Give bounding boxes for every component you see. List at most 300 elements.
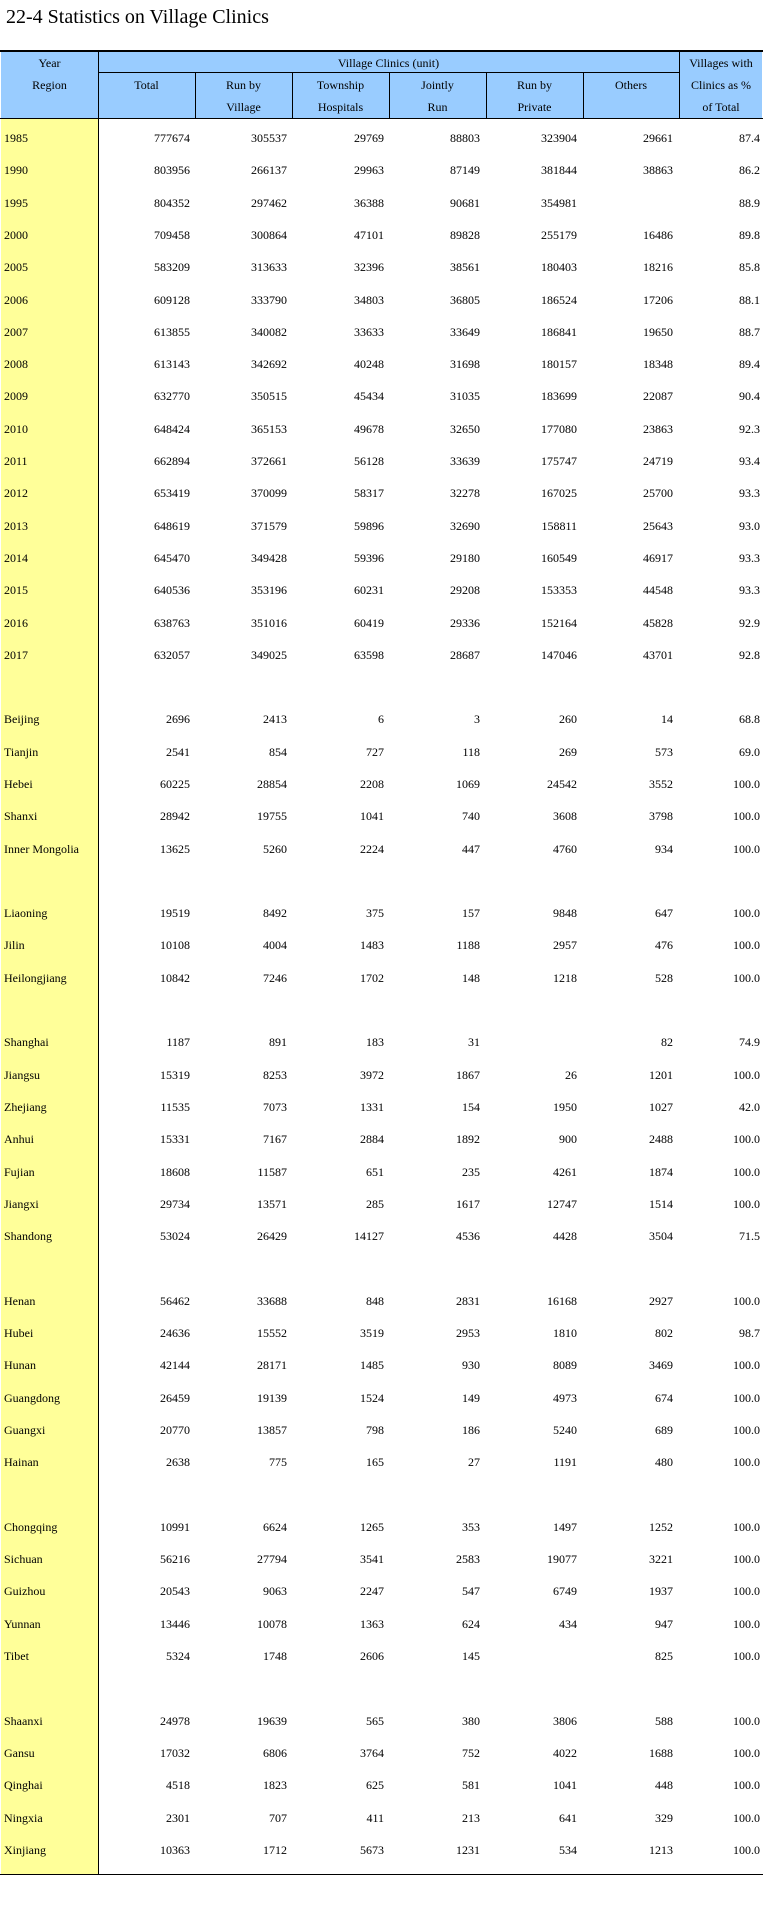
cell-run-by-village: 350515 bbox=[251, 389, 287, 403]
cell-jointly-run: 154 bbox=[462, 1100, 480, 1114]
cell-villages-pct: 89.8 bbox=[739, 228, 760, 242]
cell-jointly-run: 186 bbox=[462, 1423, 480, 1437]
row-year: 2008 bbox=[4, 357, 28, 371]
cell-total: 19519 bbox=[160, 906, 190, 920]
cell-total: 56462 bbox=[160, 1294, 190, 1308]
cell-others: 1874 bbox=[649, 1165, 673, 1179]
row-region: Jiangxi bbox=[4, 1197, 39, 1211]
row-region: Inner Mongolia bbox=[4, 842, 79, 856]
row-year: 1995 bbox=[4, 196, 28, 210]
cell-run-by-village: 8492 bbox=[263, 906, 287, 920]
cell-run-by-private: 1191 bbox=[553, 1455, 577, 1469]
cell-total: 13625 bbox=[160, 842, 190, 856]
cell-villages-pct: 85.8 bbox=[739, 260, 760, 274]
cell-township-hospitals: 33633 bbox=[354, 325, 384, 339]
cell-others: 573 bbox=[655, 745, 673, 759]
cell-township-hospitals: 59396 bbox=[354, 551, 384, 565]
cell-others: 3504 bbox=[649, 1229, 673, 1243]
cell-township-hospitals: 1363 bbox=[360, 1617, 384, 1631]
cell-township-hospitals: 285 bbox=[366, 1197, 384, 1211]
cell-others: 802 bbox=[655, 1326, 673, 1340]
cell-villages-pct: 100.0 bbox=[733, 1746, 760, 1760]
row-year: 1990 bbox=[4, 163, 28, 177]
cell-township-hospitals: 56128 bbox=[354, 454, 384, 468]
cell-others: 22087 bbox=[643, 389, 673, 403]
cell-jointly-run: 380 bbox=[462, 1714, 480, 1728]
cell-others: 689 bbox=[655, 1423, 673, 1437]
cell-run-by-private: 1810 bbox=[553, 1326, 577, 1340]
cell-run-by-private: 6749 bbox=[553, 1584, 577, 1598]
cell-total: 1187 bbox=[166, 1035, 190, 1049]
cell-township-hospitals: 45434 bbox=[354, 389, 384, 403]
cell-others: 18216 bbox=[643, 260, 673, 274]
cell-villages-pct: 93.4 bbox=[739, 454, 760, 468]
cell-run-by-village: 313633 bbox=[251, 260, 287, 274]
cell-total: 26459 bbox=[160, 1391, 190, 1405]
cell-township-hospitals: 2224 bbox=[360, 842, 384, 856]
cell-villages-pct: 88.7 bbox=[739, 325, 760, 339]
cell-others: 3469 bbox=[649, 1358, 673, 1372]
cell-run-by-private: 158811 bbox=[541, 519, 577, 533]
cell-jointly-run: 29180 bbox=[450, 551, 480, 565]
header-run-by-village-line1: Run by bbox=[225, 78, 261, 92]
cell-others: 16486 bbox=[643, 228, 673, 242]
cell-others: 14 bbox=[661, 712, 673, 726]
cell-others: 3221 bbox=[649, 1552, 673, 1566]
cell-run-by-private: 4760 bbox=[553, 842, 577, 856]
cell-total: 53024 bbox=[160, 1229, 190, 1243]
cell-total: 583209 bbox=[154, 260, 190, 274]
cell-run-by-private: 1218 bbox=[553, 971, 577, 985]
cell-jointly-run: 31698 bbox=[450, 357, 480, 371]
cell-total: 15331 bbox=[160, 1132, 190, 1146]
cell-others: 947 bbox=[655, 1617, 673, 1631]
cell-township-hospitals: 1265 bbox=[360, 1520, 384, 1534]
cell-jointly-run: 148 bbox=[462, 971, 480, 985]
cell-township-hospitals: 727 bbox=[366, 745, 384, 759]
row-region: Hainan bbox=[4, 1455, 39, 1469]
row-region: Tianjin bbox=[4, 745, 39, 759]
cell-total: 709458 bbox=[154, 228, 190, 242]
cell-villages-pct: 88.1 bbox=[739, 293, 760, 307]
cell-jointly-run: 157 bbox=[462, 906, 480, 920]
cell-others: 46917 bbox=[643, 551, 673, 565]
cell-total: 24978 bbox=[160, 1714, 190, 1728]
cell-run-by-private: 12747 bbox=[547, 1197, 577, 1211]
header-jointly-line1: Jointly bbox=[421, 78, 454, 92]
header-private-line1: Run by bbox=[516, 78, 552, 92]
cell-others: 17206 bbox=[643, 293, 673, 307]
cell-run-by-private: 160549 bbox=[541, 551, 577, 565]
cell-villages-pct: 100.0 bbox=[733, 1197, 760, 1211]
cell-total: 42144 bbox=[160, 1358, 190, 1372]
cell-total: 24636 bbox=[160, 1326, 190, 1340]
row-region: Gansu bbox=[4, 1746, 35, 1760]
cell-run-by-private: 16168 bbox=[547, 1294, 577, 1308]
row-region: Henan bbox=[4, 1294, 36, 1308]
cell-jointly-run: 740 bbox=[462, 809, 480, 823]
cell-total: 56216 bbox=[160, 1552, 190, 1566]
cell-run-by-village: 1712 bbox=[263, 1843, 287, 1857]
cell-villages-pct: 86.2 bbox=[739, 163, 760, 177]
cell-total: 2696 bbox=[166, 712, 190, 726]
cell-run-by-village: 266137 bbox=[251, 163, 287, 177]
cell-run-by-village: 891 bbox=[269, 1035, 287, 1049]
cell-villages-pct: 100.0 bbox=[733, 777, 760, 791]
cell-villages-pct: 93.3 bbox=[739, 486, 760, 500]
cell-jointly-run: 29208 bbox=[450, 583, 480, 597]
cell-others: 1514 bbox=[649, 1197, 673, 1211]
cell-run-by-private: 255179 bbox=[541, 228, 577, 242]
row-region: Zhejiang bbox=[4, 1100, 47, 1114]
cell-villages-pct: 90.4 bbox=[739, 389, 760, 403]
cell-run-by-private: 4261 bbox=[553, 1165, 577, 1179]
cell-township-hospitals: 565 bbox=[366, 1714, 384, 1728]
cell-township-hospitals: 49678 bbox=[354, 422, 384, 436]
cell-villages-pct: 98.7 bbox=[739, 1326, 760, 1340]
row-year: 1985 bbox=[4, 131, 28, 145]
cell-township-hospitals: 6 bbox=[378, 712, 384, 726]
cell-villages-pct: 93.0 bbox=[739, 519, 760, 533]
cell-jointly-run: 213 bbox=[462, 1811, 480, 1825]
cell-total: 5324 bbox=[166, 1649, 190, 1663]
cell-others: 674 bbox=[655, 1391, 673, 1405]
cell-run-by-village: 297462 bbox=[251, 196, 287, 210]
cell-run-by-private: 186841 bbox=[541, 325, 577, 339]
cell-villages-pct: 100.0 bbox=[733, 1423, 760, 1437]
cell-jointly-run: 33649 bbox=[450, 325, 480, 339]
row-year: 2010 bbox=[4, 422, 28, 436]
row-region: Liaoning bbox=[4, 906, 48, 920]
header-township-line1: Township bbox=[316, 78, 365, 92]
cell-run-by-village: 19755 bbox=[257, 809, 287, 823]
cell-run-by-village: 305537 bbox=[251, 131, 287, 145]
cell-run-by-village: 7246 bbox=[263, 971, 287, 985]
cell-run-by-private: 4973 bbox=[553, 1391, 577, 1405]
cell-others: 1201 bbox=[649, 1068, 673, 1082]
cell-total: 804352 bbox=[154, 196, 190, 210]
cell-villages-pct: 100.0 bbox=[733, 1649, 760, 1663]
cell-township-hospitals: 1524 bbox=[360, 1391, 384, 1405]
row-year: 2011 bbox=[4, 454, 28, 468]
row-region: Guangxi bbox=[4, 1423, 46, 1437]
cell-run-by-private: 152164 bbox=[541, 616, 577, 630]
cell-others: 38863 bbox=[643, 163, 673, 177]
cell-total: 640536 bbox=[154, 583, 190, 597]
header-private-line2: Private bbox=[517, 100, 552, 114]
cell-run-by-village: 19639 bbox=[257, 1714, 287, 1728]
cell-run-by-private: 19077 bbox=[547, 1552, 577, 1566]
cell-villages-pct: 100.0 bbox=[733, 1584, 760, 1598]
cell-others: 3552 bbox=[649, 777, 673, 791]
cell-total: 777674 bbox=[154, 131, 190, 145]
cell-jointly-run: 581 bbox=[462, 1778, 480, 1792]
cell-villages-pct: 42.0 bbox=[739, 1100, 760, 1114]
bottom-rule bbox=[0, 1874, 763, 1875]
cell-villages-pct: 88.9 bbox=[739, 196, 760, 210]
cell-others: 476 bbox=[655, 938, 673, 952]
cell-jointly-run: 353 bbox=[462, 1520, 480, 1534]
cell-jointly-run: 3 bbox=[474, 712, 480, 726]
row-region: Yunnan bbox=[4, 1617, 41, 1631]
cell-run-by-private: 900 bbox=[559, 1132, 577, 1146]
cell-jointly-run: 1892 bbox=[456, 1132, 480, 1146]
cell-run-by-village: 854 bbox=[269, 745, 287, 759]
cell-others: 29661 bbox=[643, 131, 673, 145]
cell-run-by-village: 4004 bbox=[263, 938, 287, 952]
cell-others: 1252 bbox=[649, 1520, 673, 1534]
header-pct-line2: Clinics as % bbox=[691, 78, 751, 92]
cell-villages-pct: 100.0 bbox=[733, 1552, 760, 1566]
cell-total: 20770 bbox=[160, 1423, 190, 1437]
cell-others: 25700 bbox=[643, 486, 673, 500]
cell-others: 82 bbox=[661, 1035, 673, 1049]
row-year: 2012 bbox=[4, 486, 28, 500]
cell-run-by-private: 147046 bbox=[541, 648, 577, 662]
cell-jointly-run: 87149 bbox=[450, 163, 480, 177]
cell-others: 448 bbox=[655, 1778, 673, 1792]
row-region: Qinghai bbox=[4, 1778, 43, 1792]
cell-total: 10991 bbox=[160, 1520, 190, 1534]
cell-run-by-village: 371579 bbox=[251, 519, 287, 533]
cell-others: 23863 bbox=[643, 422, 673, 436]
cell-township-hospitals: 183 bbox=[366, 1035, 384, 1049]
cell-township-hospitals: 29963 bbox=[354, 163, 384, 177]
cell-villages-pct: 100.0 bbox=[733, 1714, 760, 1728]
cell-run-by-village: 5260 bbox=[263, 842, 287, 856]
cell-township-hospitals: 1331 bbox=[360, 1100, 384, 1114]
header-pct-line1: Villages with bbox=[689, 56, 753, 70]
cell-total: 15319 bbox=[160, 1068, 190, 1082]
row-region: Tibet bbox=[4, 1649, 29, 1663]
cell-run-by-village: 707 bbox=[269, 1811, 287, 1825]
row-region: Beijing bbox=[4, 712, 40, 726]
cell-others: 329 bbox=[655, 1811, 673, 1825]
page-title: 22-4 Statistics on Village Clinics bbox=[6, 6, 269, 28]
cell-others: 1688 bbox=[649, 1746, 673, 1760]
cell-run-by-village: 372661 bbox=[251, 454, 287, 468]
cell-jointly-run: 90681 bbox=[450, 196, 480, 210]
row-year: 2013 bbox=[4, 519, 28, 533]
cell-jointly-run: 149 bbox=[462, 1391, 480, 1405]
cell-total: 4518 bbox=[166, 1778, 190, 1792]
cell-run-by-village: 340082 bbox=[251, 325, 287, 339]
cell-run-by-private: 323904 bbox=[541, 131, 577, 145]
header-village-clinics: Village Clinics (unit) bbox=[337, 56, 440, 70]
cell-jointly-run: 1867 bbox=[456, 1068, 480, 1082]
cell-run-by-village: 6806 bbox=[263, 1746, 287, 1760]
cell-others: 24719 bbox=[643, 454, 673, 468]
row-region: Jilin bbox=[4, 938, 25, 952]
cell-villages-pct: 100.0 bbox=[733, 842, 760, 856]
header-rule-5 bbox=[486, 72, 487, 118]
cell-total: 13446 bbox=[160, 1617, 190, 1631]
cell-villages-pct: 100.0 bbox=[733, 1132, 760, 1146]
cell-township-hospitals: 848 bbox=[366, 1294, 384, 1308]
cell-run-by-private: 1950 bbox=[553, 1100, 577, 1114]
row-year: 2014 bbox=[4, 551, 28, 565]
cell-run-by-private: 177080 bbox=[541, 422, 577, 436]
cell-run-by-village: 300864 bbox=[251, 228, 287, 242]
cell-run-by-village: 1748 bbox=[263, 1649, 287, 1663]
cell-run-by-private: 175747 bbox=[541, 454, 577, 468]
header-rule-6 bbox=[583, 72, 584, 118]
cell-total: 28942 bbox=[160, 809, 190, 823]
cell-villages-pct: 100.0 bbox=[733, 1068, 760, 1082]
cell-total: 20543 bbox=[160, 1584, 190, 1598]
row-year: 2015 bbox=[4, 583, 28, 597]
pct-column-rule bbox=[679, 50, 680, 118]
cell-jointly-run: 38561 bbox=[450, 260, 480, 274]
cell-township-hospitals: 3764 bbox=[360, 1746, 384, 1760]
cell-run-by-private: 4428 bbox=[553, 1229, 577, 1243]
row-region: Shanghai bbox=[4, 1035, 49, 1049]
cell-run-by-private: 24542 bbox=[547, 777, 577, 791]
row-region: Shanxi bbox=[4, 809, 38, 823]
cell-jointly-run: 547 bbox=[462, 1584, 480, 1598]
cell-run-by-village: 13571 bbox=[257, 1197, 287, 1211]
header-total: Total bbox=[134, 78, 159, 92]
row-year: 2005 bbox=[4, 260, 28, 274]
cell-run-by-private: 180157 bbox=[541, 357, 577, 371]
cell-total: 653419 bbox=[154, 486, 190, 500]
region-column-rule bbox=[98, 50, 99, 1875]
cell-run-by-village: 15552 bbox=[257, 1326, 287, 1340]
cell-others: 528 bbox=[655, 971, 673, 985]
cell-total: 29734 bbox=[160, 1197, 190, 1211]
cell-jointly-run: 2831 bbox=[456, 1294, 480, 1308]
cell-township-hospitals: 60419 bbox=[354, 616, 384, 630]
cell-run-by-village: 13857 bbox=[257, 1423, 287, 1437]
cell-others: 1937 bbox=[649, 1584, 673, 1598]
cell-total: 613143 bbox=[154, 357, 190, 371]
top-rule bbox=[0, 50, 763, 52]
header-rule-3 bbox=[292, 72, 293, 118]
row-region: Shaanxi bbox=[4, 1714, 43, 1728]
cell-jointly-run: 32650 bbox=[450, 422, 480, 436]
header-others: Others bbox=[615, 78, 647, 92]
cell-total: 11535 bbox=[160, 1100, 190, 1114]
header-rule-4 bbox=[389, 72, 390, 118]
cell-township-hospitals: 40248 bbox=[354, 357, 384, 371]
cell-villages-pct: 100.0 bbox=[733, 971, 760, 985]
row-region: Sichuan bbox=[4, 1552, 43, 1566]
cell-jointly-run: 31035 bbox=[450, 389, 480, 403]
cell-villages-pct: 100.0 bbox=[733, 1391, 760, 1405]
cell-township-hospitals: 2208 bbox=[360, 777, 384, 791]
cell-run-by-private: 183699 bbox=[541, 389, 577, 403]
cell-run-by-village: 26429 bbox=[257, 1229, 287, 1243]
header-pct-line3: of Total bbox=[702, 100, 740, 114]
cell-jointly-run: 36805 bbox=[450, 293, 480, 307]
cell-total: 2301 bbox=[166, 1811, 190, 1825]
cell-villages-pct: 100.0 bbox=[733, 1778, 760, 1792]
cell-total: 2638 bbox=[166, 1455, 190, 1469]
cell-run-by-village: 7073 bbox=[263, 1100, 287, 1114]
row-year: 2017 bbox=[4, 648, 28, 662]
cell-township-hospitals: 29769 bbox=[354, 131, 384, 145]
cell-run-by-private: 4022 bbox=[553, 1746, 577, 1760]
cell-total: 10108 bbox=[160, 938, 190, 952]
cell-run-by-private: 534 bbox=[559, 1843, 577, 1857]
cell-villages-pct: 87.4 bbox=[739, 131, 760, 145]
cell-township-hospitals: 375 bbox=[366, 906, 384, 920]
row-region: Chongqing bbox=[4, 1520, 58, 1534]
cell-township-hospitals: 625 bbox=[366, 1778, 384, 1792]
row-region: Ningxia bbox=[4, 1811, 43, 1825]
cell-villages-pct: 89.4 bbox=[739, 357, 760, 371]
cell-others: 25643 bbox=[643, 519, 673, 533]
cell-run-by-private: 3806 bbox=[553, 1714, 577, 1728]
row-region: Hubei bbox=[4, 1326, 34, 1340]
cell-others: 647 bbox=[655, 906, 673, 920]
cell-others: 45828 bbox=[643, 616, 673, 630]
cell-run-by-village: 28854 bbox=[257, 777, 287, 791]
cell-jointly-run: 118 bbox=[462, 745, 480, 759]
cell-township-hospitals: 60231 bbox=[354, 583, 384, 597]
cell-run-by-private: 260 bbox=[559, 712, 577, 726]
cell-run-by-village: 33688 bbox=[257, 1294, 287, 1308]
cell-jointly-run: 89828 bbox=[450, 228, 480, 242]
cell-total: 10363 bbox=[160, 1843, 190, 1857]
cell-township-hospitals: 5673 bbox=[360, 1843, 384, 1857]
cell-villages-pct: 100.0 bbox=[733, 906, 760, 920]
cell-run-by-private: 3608 bbox=[553, 809, 577, 823]
header-township-line2: Hospitals bbox=[317, 100, 364, 114]
cell-run-by-private: 8089 bbox=[553, 1358, 577, 1372]
cell-run-by-village: 11587 bbox=[257, 1165, 287, 1179]
cell-township-hospitals: 34803 bbox=[354, 293, 384, 307]
cell-villages-pct: 69.0 bbox=[739, 745, 760, 759]
cell-township-hospitals: 63598 bbox=[354, 648, 384, 662]
cell-jointly-run: 145 bbox=[462, 1649, 480, 1663]
cell-villages-pct: 100.0 bbox=[733, 1455, 760, 1469]
cell-township-hospitals: 1702 bbox=[360, 971, 384, 985]
cell-others: 1213 bbox=[649, 1843, 673, 1857]
cell-total: 613855 bbox=[154, 325, 190, 339]
cell-villages-pct: 100.0 bbox=[733, 1520, 760, 1534]
cell-run-by-village: 10078 bbox=[257, 1617, 287, 1631]
cell-run-by-private: 354981 bbox=[541, 196, 577, 210]
cell-township-hospitals: 2606 bbox=[360, 1649, 384, 1663]
cell-jointly-run: 1617 bbox=[456, 1197, 480, 1211]
cell-jointly-run: 1069 bbox=[456, 777, 480, 791]
cell-others: 3798 bbox=[649, 809, 673, 823]
cell-township-hospitals: 58317 bbox=[354, 486, 384, 500]
cell-run-by-private: 269 bbox=[559, 745, 577, 759]
cell-jointly-run: 33639 bbox=[450, 454, 480, 468]
cell-total: 609128 bbox=[154, 293, 190, 307]
cell-township-hospitals: 47101 bbox=[354, 228, 384, 242]
cell-others: 825 bbox=[655, 1649, 673, 1663]
cell-township-hospitals: 36388 bbox=[354, 196, 384, 210]
cell-total: 18608 bbox=[160, 1165, 190, 1179]
cell-run-by-village: 775 bbox=[269, 1455, 287, 1469]
cell-township-hospitals: 59896 bbox=[354, 519, 384, 533]
header-bottom-rule bbox=[0, 118, 763, 119]
cell-run-by-private: 180403 bbox=[541, 260, 577, 274]
cell-run-by-private: 2957 bbox=[553, 938, 577, 952]
cell-township-hospitals: 2884 bbox=[360, 1132, 384, 1146]
cell-villages-pct: 100.0 bbox=[733, 1617, 760, 1631]
row-year: 2009 bbox=[4, 389, 28, 403]
row-year: 2016 bbox=[4, 616, 28, 630]
cell-township-hospitals: 14127 bbox=[354, 1229, 384, 1243]
cell-run-by-village: 6624 bbox=[263, 1520, 287, 1534]
cell-township-hospitals: 3972 bbox=[360, 1068, 384, 1082]
cell-township-hospitals: 1483 bbox=[360, 938, 384, 952]
cell-villages-pct: 74.9 bbox=[739, 1035, 760, 1049]
